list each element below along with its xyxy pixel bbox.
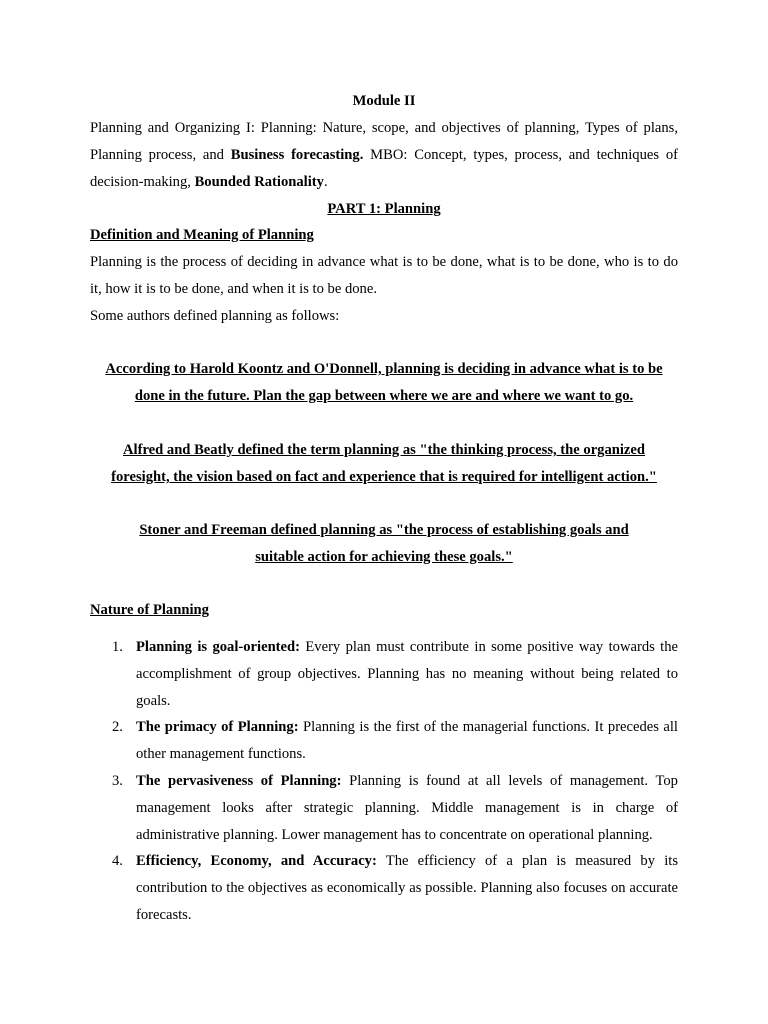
list-item-title: The pervasiveness of Planning: xyxy=(136,772,342,789)
part-heading: PART 1: Planning xyxy=(327,201,441,217)
list-item-title: Efficiency, Economy, and Accuracy: xyxy=(136,853,377,870)
intro-bold-2: Bounded Rationality xyxy=(194,173,324,190)
module-intro xyxy=(90,115,678,195)
intro-text-1: Planning and Organizing I: Planning: Nature, scope, and objectives of planning, Types of plans, Planning process, and xyxy=(90,120,678,163)
list-number: 4. xyxy=(112,853,123,870)
list-item-text: Planning is the first of the managerial functions. It precedes all other management functions. xyxy=(136,719,678,763)
definition-heading: Definition and Meaning of Planning xyxy=(90,227,314,243)
list-item xyxy=(90,634,678,714)
list-item xyxy=(90,714,678,768)
quote-alfred-beatly: Alfred and Beatly defined the term planning as "the thinking process, the organized foresight, the vision based on fact and experience that is required for intelligent action." xyxy=(111,442,657,485)
definition-text: Planning is the process of deciding in advance what is to be done, what is to be done, who is to do it, how it is to be done, and when it is to be done. xyxy=(90,254,678,297)
list-number: 3. xyxy=(112,772,123,789)
list-item-text: Planning is found at all levels of management. Top management looks after strategic planning. Middle management is in charge of administrative planning. Lower management has to concentrate on operational planning. xyxy=(136,772,678,843)
intro-bold-1: Business forecasting. xyxy=(230,146,364,163)
list-item-text: The efficiency of a plan is measured by its contribution to the objectives as economically as possible. Planning also focuses on accurate forecasts. xyxy=(136,853,678,923)
list-number: 2. xyxy=(112,719,123,736)
list-number: 1. xyxy=(112,639,123,655)
authors-intro: Some authors defined planning as follows: xyxy=(90,308,340,324)
quote-koontz: According to Harold Koontz and O'Donnell, planning is deciding in advance what is to be done in the future. Plan the gap between where we are and where we want to go. xyxy=(105,361,663,404)
module-title: Module II xyxy=(352,93,416,109)
intro-text-2: MBO: Concept, types, process, and techniques of decision-making, xyxy=(90,146,678,190)
quote-stoner-freeman: Stoner and Freeman defined planning as "the process of establishing goals and suitable action for achieving these goals." xyxy=(139,522,629,565)
list-item-title: The primacy of Planning: xyxy=(136,719,299,736)
list-item xyxy=(90,768,678,848)
list-item-title: Planning is goal-oriented: xyxy=(136,639,300,655)
nature-list xyxy=(90,634,678,929)
list-item-text: Every plan must contribute in some positive way towards the accomplishment of group objectives. Planning has no meaning without being related to goals. xyxy=(136,639,678,709)
intro-text-3: . xyxy=(323,173,328,190)
list-item xyxy=(90,848,678,928)
nature-heading: Nature of Planning xyxy=(90,602,209,618)
